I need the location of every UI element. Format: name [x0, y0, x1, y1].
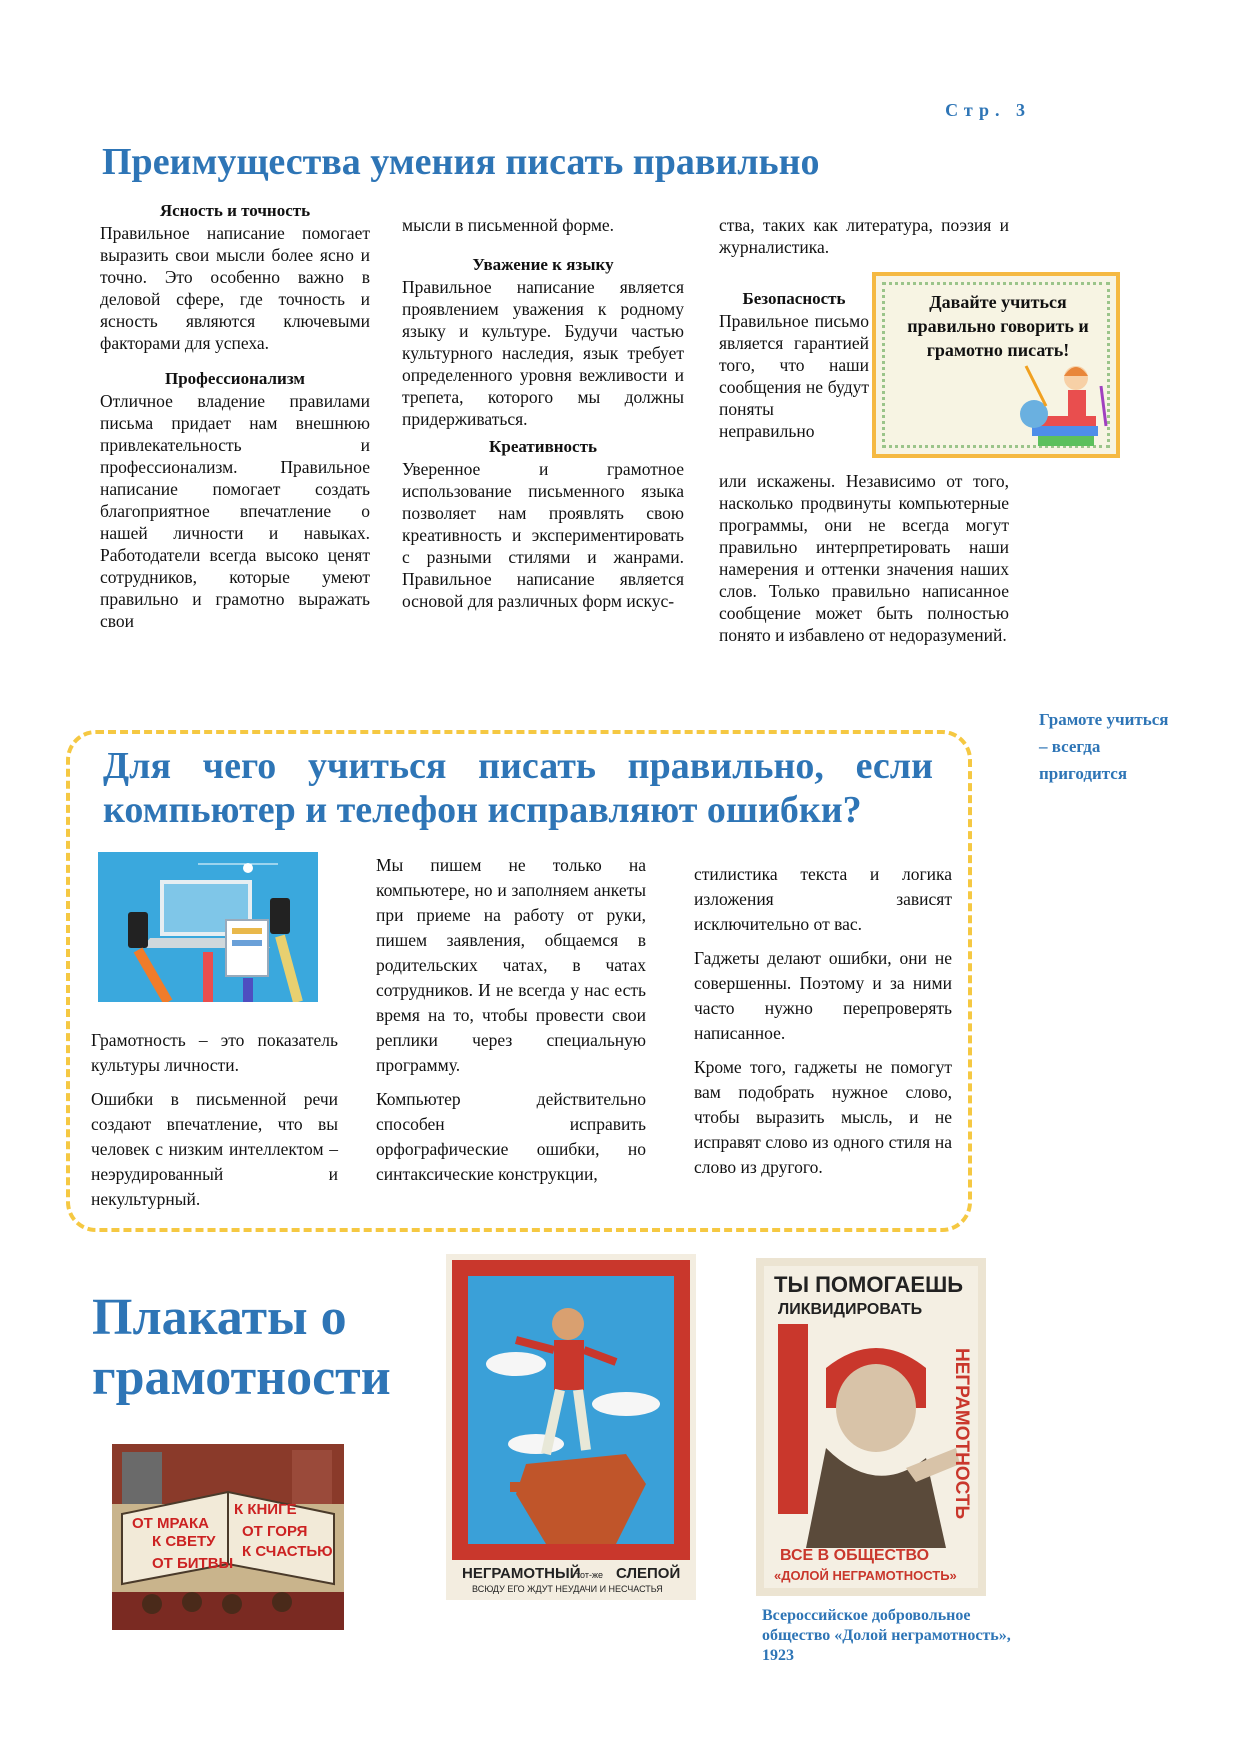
poster1-line6: К СЧАСТЬЮ [242, 1543, 333, 1560]
side-note: Грамоте учиться – всегда пригодится [1039, 710, 1169, 783]
text-professionalism-cont: мысли в письменной форме. [402, 215, 615, 235]
posters-title-line2: грамотности [92, 1349, 391, 1406]
gadgets-illustration [98, 852, 318, 1002]
banner-illustration [1006, 346, 1116, 456]
poster2-caption-sub: ВСЮДУ ЕГО ЖДУТ НЕУДАЧИ И НЕСЧАСТЬЯ [472, 1584, 663, 1594]
subheading-safety: Безопасность [742, 289, 846, 308]
why-column-1 [91, 1028, 338, 1221]
poster-down-with-illiteracy [756, 1258, 986, 1596]
subheading-creativity: Креативность [489, 437, 597, 456]
why-c2-p2: Компьютер действительно способен исправить орфографические ошибки, но синтаксические конструкции, [376, 1089, 646, 1184]
column-3-top [719, 214, 1009, 258]
subheading-clarity: Ясность и точность [159, 201, 311, 220]
poster1-line5: ОТ ГОРЯ [242, 1523, 308, 1540]
column-3-bottom [719, 470, 1009, 646]
text-professionalism: Отличное владение правилами письма придает нам внешнюю привлекательность и профессионализм. Правильное написание помогает создать благоприятное впечатление о нашей личности и навыках. Работодатели всегда высоко ценят сотрудников, которые умеют правильно и грамотно выражать свои [100, 391, 370, 631]
banner-image [872, 272, 1120, 458]
poster-caption: Всероссийское добровольное общество «Долой неграмотность», 1923 [762, 1607, 1011, 1664]
poster3-vertical: НЕГРАМОТНОСТЬ [951, 1348, 972, 1520]
text-clarity: Правильное написание помогает выразить свои мысли более ясно и точно. Это особенно важно в деловой сфере, где точность и ясность являются ключевыми факторами для успеха. [100, 223, 370, 353]
text-creativity: Уверенное и грамотное использование письменного языка позволяет нам проявлять свою креативность и экспериментировать с разными стилями и жанрами. Правильное написание является основой для различных форм искус- [402, 459, 684, 611]
section-title-posters [92, 1288, 391, 1408]
why-c2-p1: Мы пишем не только на компьютере, но и заполняем анкеты при приеме на работу от руки, пишем заявления, общаемся в родительских чатах, в чатах сотрудников. И не всегда у нас есть время на то, чтобы провести свои реплики через специальную программу. [376, 855, 646, 1075]
poster1-line3: ОТ БИТВЫ [152, 1555, 234, 1572]
text-creativity-cont: ства, таких как литература, поэзия и журналистика. [719, 215, 1009, 257]
banner-text: Давайте учиться правильно говорить и грамотно писать! [907, 292, 1089, 360]
poster1-line1: ОТ МРАКА [132, 1515, 209, 1532]
poster2-caption-main: НЕГРАМОТНЫЙ [462, 1565, 581, 1582]
poster3-bottom1: ВСЕ В ОБЩЕСТВО [780, 1547, 930, 1564]
subheading-respect: Уважение к языку [472, 255, 614, 274]
column-1 [100, 200, 370, 632]
subheading-professionalism: Профессионализм [164, 369, 306, 388]
poster3-top1: ТЫ ПОМОГАЕШЬ [774, 1272, 964, 1297]
page-number: Стр. 3 [945, 100, 1031, 120]
section-title-why: Для чего учиться писать правильно, если компьютер и телефон исправляют ошибки? [103, 745, 933, 831]
why-c1-p1: Грамотность – это показатель культуры личности. [91, 1030, 338, 1075]
posters-title-line1: Плакаты о [92, 1289, 347, 1346]
why-column-3 [694, 862, 952, 1189]
text-safety-b: или искажены. Независимо от того, насколько продвинуты компьютерные программы, они не всегда могут правильно интерпретировать наши намерения и оттенки значения наших слов. Только правильно написанное сообщение может быть полностью понято и избавлено от недоразумений. [719, 471, 1009, 645]
poster3-top2: ЛИКВИДИРОВАТЬ [778, 1301, 923, 1318]
text-safety-a: Правильное письмо является гарантией того, что наши сообщения не будут поняты неправильно [719, 311, 869, 441]
poster2-caption-end: СЛЕПОЙ [616, 1565, 681, 1582]
section-title-advantages: Преимущества умения писать правильно [102, 141, 820, 183]
why-c3-p1: стилистика текста и логика изложения зависят исключительно от вас. [694, 864, 952, 934]
column-2 [402, 214, 684, 612]
text-respect: Правильное написание является проявлением уважения к родному языку и культуре. Будучи частью культурного наследия, язык требует определенного уровня вежливости и трепета, которого мы должны придерживаться. [402, 277, 684, 429]
poster-illiterate-is-blind [446, 1254, 696, 1600]
poster1-line2: К СВЕТУ [152, 1533, 216, 1550]
poster1-line4: К КНИГЕ [234, 1501, 297, 1518]
why-c1-p2: Ошибки в письменной речи создают впечатление, что вы человек с низким интеллектом – неэрудированный и некультурный. [91, 1089, 338, 1209]
poster3-bottom2: «ДОЛОЙ НЕГРАМОТНОСТЬ» [774, 1568, 957, 1583]
why-c3-p3: Кроме того, гаджеты не помогут вам подобрать нужное слово, чтобы выразить мысль, и не исправят слово из одного стиля на слово из другого. [694, 1057, 952, 1177]
why-column-2 [376, 853, 646, 1196]
poster2-caption-mid: тот-же [576, 1570, 603, 1580]
poster-from-darkness-to-light [112, 1444, 344, 1630]
column-3-safety-wrap [719, 288, 869, 442]
why-c3-p2: Гаджеты делают ошибки, они не совершенны. Поэтому и за ними часто нужно перепроверять написанное. [694, 948, 952, 1043]
